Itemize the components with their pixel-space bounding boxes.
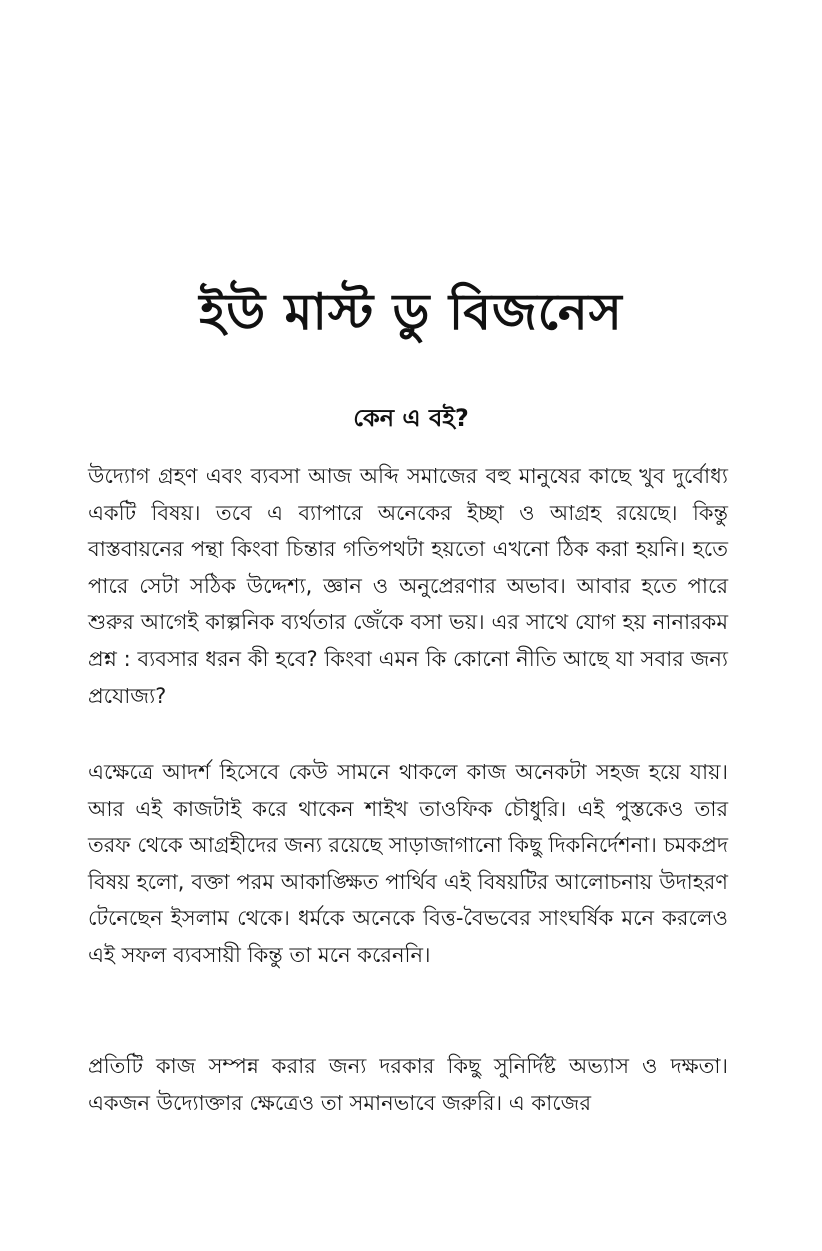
paragraph-2: এক্ষেত্রে আদর্শ হিসেবে কেউ সামনে থাকলে কাজ অনেকটা সহজ হয়ে যায়। আর এই কাজটাই করে থাকেন শাইখ তাওফিক চৌধুরি। এই পুস্তকেও তার তরফ থেকে আগ্রহীদের জন্য রয়েছে সাড়াজাগানো কিছু দিকনির্দেশনা। চমকপ্রদ বিষয় হলো, বক্তা পরম আকাঙ্ক্ষিত পার্থিব এই বিষয়টির আলোচনায় উদাহরণ টেনেছেন ইসলাম থেকে। ধর্মকে অনেকে বিত্ত-বৈভবের সাংঘর্ষিক মনে করলেও এই সফল ব্যবসায়ী কিন্তু তা মনে করেননি। [88, 760, 728, 967]
paragraph-3: প্রতিটি কাজ সম্পন্ন করার জন্য দরকার কিছু সুনির্দিষ্ট অভ্যাস ও দক্ষতা। একজন উদ্যোক্তার ক্ষেত্রেও তা সমানভাবে জরুরি। এ কাজের [88, 1054, 728, 1115]
book-title: ইউ মাস্ট ডু বিজনেস [199, 283, 623, 341]
section-heading: কেন এ বই? [353, 404, 469, 432]
paragraph-1: উদ্যোগ গ্রহণ এবং ব্যবসা আজ অব্দি সমাজের বহু মানুষের কাছে খুব দুর্বোধ্য একটি বিষয়। তবে এ ব্যাপারে অনেকের ইচ্ছা ও আগ্রহ রয়েছে। কিন্তু বাস্তবায়নের পন্থা কিংবা চিন্তার গতিপথটা হয়তো এখনো ঠিক করা হয়নি। হতে পারে সেটা সঠিক উদ্দেশ্য, জ্ঞান ও অনুপ্রেরণার অভাব। আবার হতে পারে শুরুর আগেই কাল্পনিক ব্যর্থতার জেঁকে বসা ভয়। এর সাথে যোগ হয় নানারকম প্রশ্ন : ব্যবসার ধরন কী হবে? কিংবা এমন কি কোনো নীতি আছে যা সবার জন্য প্রযোজ্য? [88, 464, 728, 708]
